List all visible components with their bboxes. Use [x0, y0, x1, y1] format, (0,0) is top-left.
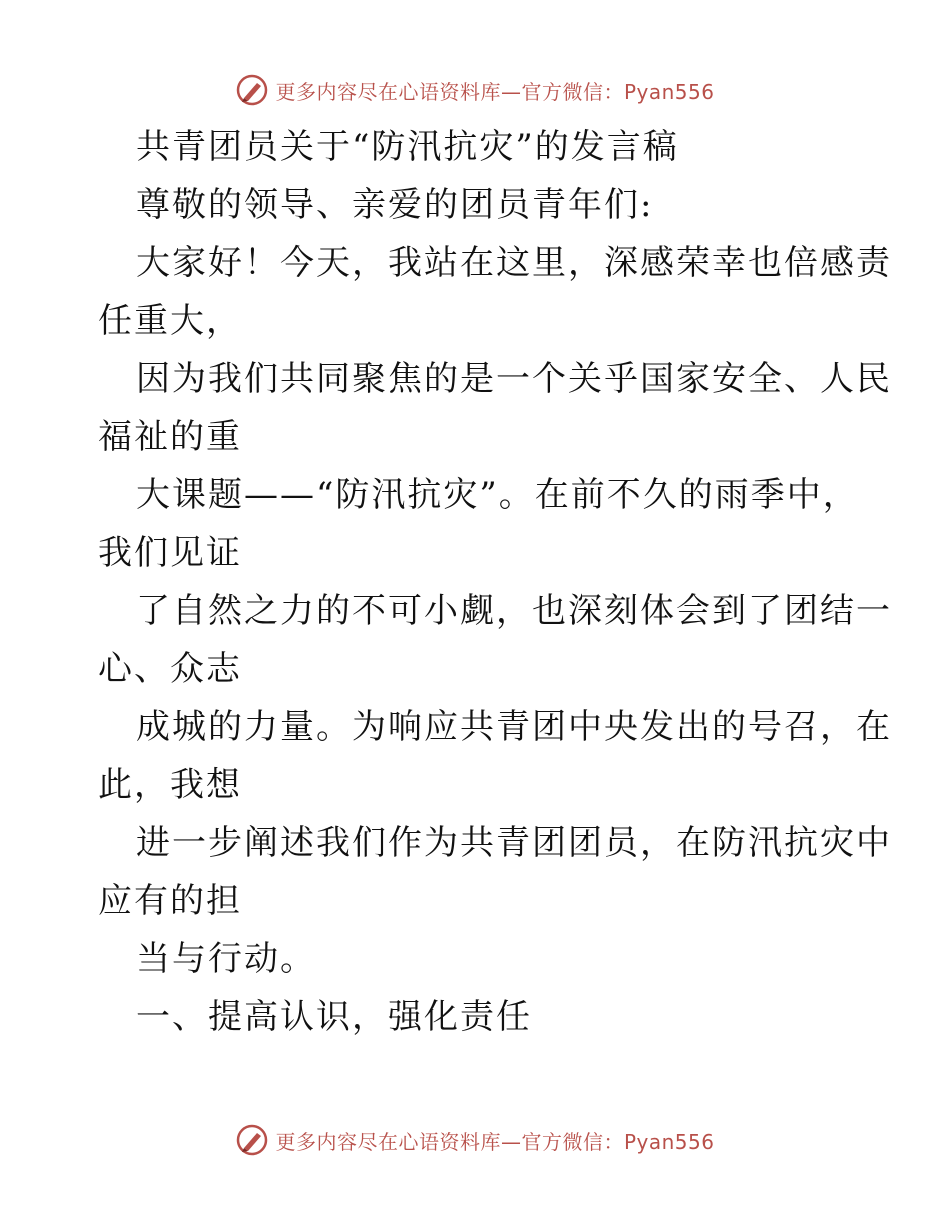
pen-logo-icon — [235, 1123, 269, 1157]
paragraph-line: 当与行动。 — [136, 939, 316, 979]
paragraph-line: 成城的力量。为响应共青团中央发出的号召，在 — [136, 707, 892, 747]
section-heading: 一、提高认识，强化责任 — [136, 997, 532, 1037]
document-title: 共青团员关于“防汛抗灾”的发言稿 — [136, 127, 679, 167]
paragraph-line: 大家好！今天，我站在这里，深感荣幸也倍感责 — [136, 243, 892, 283]
paragraph-line: 进一步阐述我们作为共青团团员，在防汛抗灾中 — [136, 823, 892, 863]
watermark-text: 更多内容尽在心语资料库—官方微信：Pyan556 — [275, 1129, 715, 1154]
salutation: 尊敬的领导、亲爱的团员青年们: — [136, 185, 654, 225]
document-body — [98, 118, 892, 1046]
paragraph-line: 大课题——“防汛抗灾”。在前不久的雨季中， — [136, 475, 859, 515]
paragraph-line: 应有的担 — [98, 881, 242, 921]
paragraph-line: 因为我们共同聚焦的是一个关乎国家安全、人民 — [136, 359, 892, 399]
watermark-header — [0, 70, 950, 110]
pen-logo-icon — [235, 73, 269, 107]
watermark-text: 更多内容尽在心语资料库—官方微信：Pyan556 — [275, 79, 715, 104]
paragraph-line: 心、众志 — [98, 649, 242, 689]
paragraph-line: 我们见证 — [98, 533, 242, 573]
paragraph-line: 此，我想 — [98, 765, 242, 805]
paragraph-line: 任重大， — [98, 301, 242, 341]
paragraph-line: 福祉的重 — [98, 417, 242, 457]
watermark-footer — [0, 1120, 950, 1160]
paragraph-line: 了自然之力的不可小觑，也深刻体会到了团结一 — [136, 591, 892, 631]
